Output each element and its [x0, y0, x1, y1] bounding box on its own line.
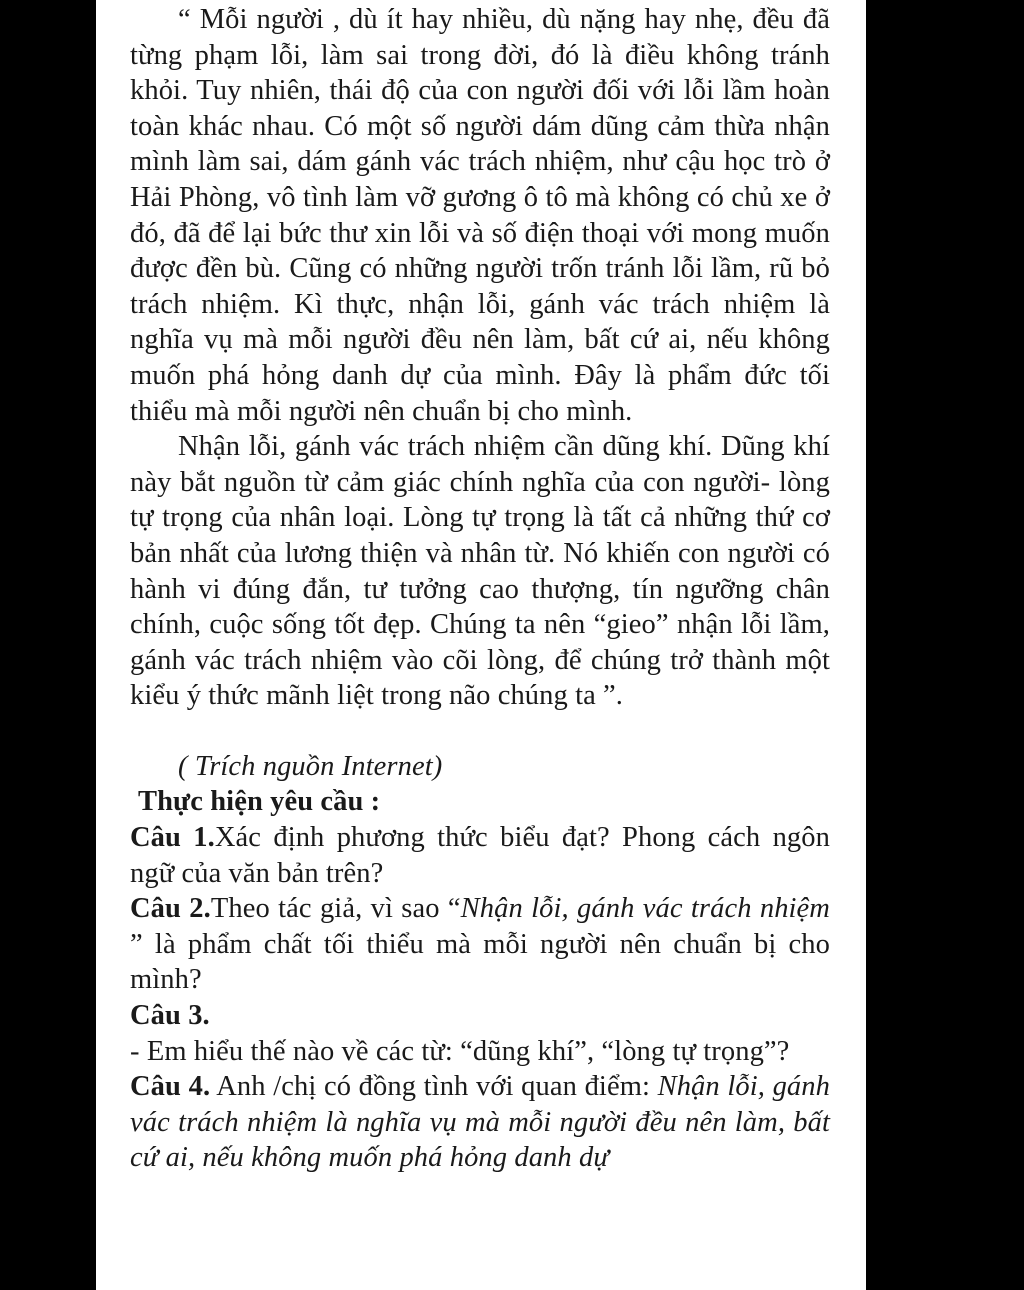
- tasks-heading: Thực hiện yêu cầu :: [138, 786, 381, 818]
- document-page: [96, 0, 866, 1290]
- question-4-label: Câu 4.: [130, 1071, 211, 1103]
- question-2: [130, 891, 830, 998]
- question-2-text-after: ” là phẩm chất tối thiểu mà mỗi người nên chuẩn bị cho mình?: [130, 928, 830, 996]
- source-citation: ( Trích nguồn Internet): [178, 750, 443, 782]
- question-4: [130, 1069, 830, 1176]
- blank-line: [130, 714, 830, 749]
- question-2-label: Câu 2.: [130, 893, 211, 925]
- question-3-text: - Em hiểu thế nào về các từ: “dũng khí”, “lòng tự trọng”?: [130, 1035, 790, 1067]
- question-4-text-before: Anh /chị có đồng tình với quan điểm:: [210, 1071, 658, 1103]
- passage-paragraph-1: “ Mỗi người , dù ít hay nhiều, dù nặng hay nhẹ, đều đã từng phạm lỗi, làm sai trong đời, đó là điều không tránh khỏi. Tuy nhiên, thái độ của con người đối với lỗi lầm hoàn toàn khác nhau. Có một số người dám dũng cảm thừa nhận mình làm sai, dám gánh vác trách nhiệm, như cậu học trò ở Hải Phòng, vô tình làm vỡ gương ô tô mà không có chủ xe ở đó, đã để lại bức thư xin lỗi và số điện thoại với mong muốn được đền bù. Cũng có những người trốn tránh lỗi lầm, rũ bỏ trách nhiệm. Kì thực, nhận lỗi, gánh vác trách nhiệm là nghĩa vụ mà mỗi người đều nên làm, bất cứ ai, nếu không muốn phá hỏng danh dự của mình. Đây là phẩm đức tối thiểu mà mỗi người nên chuẩn bị cho mình.: [130, 4, 830, 427]
- question-1-text: Xác định phương thức biểu đạt? Phong cách ngôn ngữ của văn bản trên?: [130, 822, 830, 889]
- document-text: [130, 2, 830, 1176]
- question-4-quote: Nhận lỗi, gánh vác trách nhiệm là nghĩa vụ mà mỗi người đều nên làm, bất cứ ai, nếu không muốn phá hỏng danh dự: [130, 1071, 830, 1174]
- passage-paragraph-2: Nhận lỗi, gánh vác trách nhiệm cần dũng khí. Dũng khí này bắt nguồn từ cảm giác chính nghĩa của con người- lòng tự trọng của nhân loại. Lòng tự trọng là tất cả những thứ cơ bản nhất của lương thiện và nhân từ. Nó khiến con người có hành vi đúng đắn, tư tưởng cao thượng, tín ngưỡng chân chính, cuộc sống tốt đẹp. Chúng ta nên “gieo” nhận lỗi lầm, gánh vác trách nhiệm vào cõi lòng, để chúng trở thành một kiểu ý thức mãnh liệt trong não chúng ta ”.: [130, 431, 830, 712]
- question-3-label: Câu 3.: [130, 1000, 210, 1032]
- question-2-quote: Nhận lỗi, gánh vác trách nhiệm: [460, 893, 830, 925]
- question-1-label: Câu 1.: [130, 822, 215, 854]
- question-2-text-before: Theo tác giả, vì sao “: [210, 893, 461, 925]
- question-1: [130, 820, 830, 891]
